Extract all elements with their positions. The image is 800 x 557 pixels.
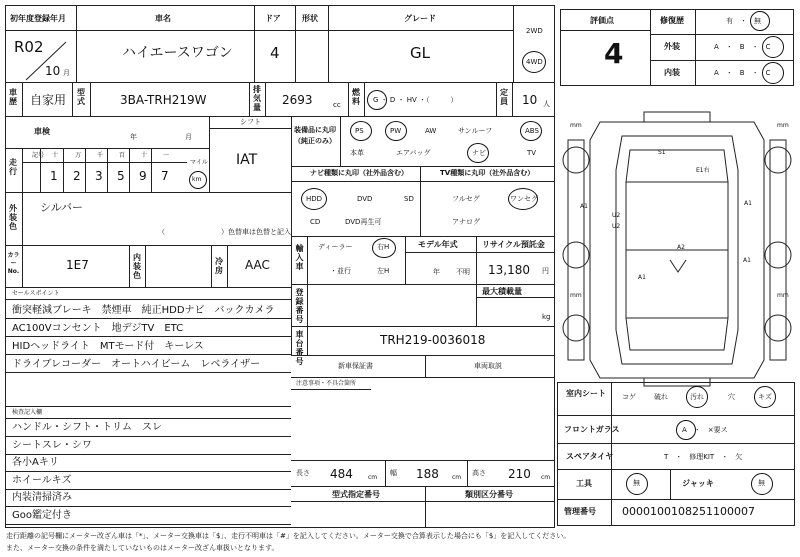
import-hline	[405, 252, 555, 253]
fuel-options: G ・ D ・ HV ・（ ）	[373, 96, 458, 104]
seat-option: キズ	[758, 393, 772, 401]
mileage-unit: 万	[75, 152, 82, 159]
v-chassis	[307, 326, 308, 355]
door-label: ドア	[265, 14, 281, 23]
diag-mark-7: A1	[638, 274, 646, 281]
sales-point-line: ドライブレコーダー オートハイビーム レベライザー	[12, 359, 261, 370]
mgmt-label: 管理番号	[564, 507, 596, 516]
shift-line	[209, 128, 291, 129]
width-unit: cm	[452, 474, 462, 481]
sales-line-divider	[5, 336, 291, 337]
chassis-value: TRH219-0036018	[380, 333, 486, 347]
manual-label: 車両取説	[474, 362, 502, 370]
v-aircon2	[227, 245, 228, 287]
width-value: 188	[416, 467, 439, 481]
interior-circle	[762, 62, 784, 84]
sales-points-label: セールスポイント	[12, 290, 60, 297]
seat-label-text: 室内シート	[566, 389, 606, 398]
mileage-unit-km: km	[192, 176, 202, 183]
shaken-label: 車検	[34, 127, 50, 136]
v-regplate	[307, 284, 308, 326]
v-r2b	[72, 82, 73, 116]
drive-2wd: 2WD	[526, 27, 543, 35]
model-year-value: 不明	[456, 268, 470, 276]
diag-mark-2: U2	[612, 212, 621, 219]
v-r2i	[512, 82, 513, 116]
rating-h1	[560, 30, 650, 31]
v-name	[254, 5, 255, 82]
v-colorno	[22, 245, 23, 287]
import-label: 輸入車	[295, 244, 304, 271]
mm-label-2: mm	[777, 122, 789, 129]
v-r2h	[496, 82, 497, 116]
drive-4wd: 4WD	[526, 58, 543, 66]
color-no-value: 1E7	[66, 258, 89, 272]
navtv-bottom	[291, 236, 555, 237]
br-h2	[557, 443, 795, 444]
jack-value: 無	[758, 479, 765, 487]
inspection-note-line: 各小Aキリ	[12, 457, 59, 468]
nav-item: HDD	[306, 195, 323, 203]
row2-divider	[5, 116, 555, 117]
color-no-label: カラーNo.	[7, 252, 20, 275]
equipment-item: TV	[527, 149, 537, 157]
insp-line-divider	[5, 454, 291, 455]
max-load-unit: kg	[542, 313, 551, 321]
width-label: 幅	[390, 469, 397, 477]
reg-month-value: 10	[45, 64, 61, 78]
notice-line	[291, 389, 371, 390]
grade-value: GL	[410, 44, 430, 62]
equipment-item: サンルーフ	[458, 127, 493, 135]
insp-line-divider	[5, 506, 291, 507]
v-jack	[670, 469, 671, 499]
mileage-unit: 十	[141, 152, 148, 159]
fuel-label: 燃料	[352, 88, 360, 106]
mileage-digit: 2	[73, 169, 81, 183]
car-name-label: 車名	[155, 14, 171, 23]
br-h1	[557, 415, 795, 416]
mm-label-4: mm	[777, 292, 789, 299]
exterior-color-value: シルバー	[40, 201, 83, 214]
v-modelyear	[476, 236, 477, 284]
import-bottom	[291, 284, 555, 285]
insp-line-divider	[5, 436, 291, 437]
shaken-month-unit: 月	[185, 133, 192, 141]
mileage-digit: 1	[50, 169, 58, 183]
model-label: 型式	[77, 88, 85, 106]
max-load-label: 最大積載量	[482, 287, 522, 296]
inspection-note-line: 内装清掃済み	[12, 492, 72, 503]
v-steer	[405, 236, 406, 284]
mileage-label: 走行	[9, 158, 17, 176]
windshield-label: フロントガラス	[564, 425, 620, 434]
length-value: 484	[330, 467, 353, 481]
v-equip-lbl	[340, 116, 341, 166]
length-label: 長さ	[296, 469, 310, 477]
recycle-unit: 円	[542, 267, 549, 275]
tools-label: 工具	[576, 479, 592, 488]
notice-label: 注意事項・不具合箇所	[296, 380, 357, 387]
height-label: 高さ	[472, 469, 486, 477]
warranty-label: 新車保証書	[338, 362, 373, 370]
aircon-label: 冷房	[215, 257, 223, 275]
reg-plate-label: 登録番号	[295, 288, 304, 324]
mileage-bottom	[5, 192, 291, 193]
diag-mark-5: A1	[580, 203, 588, 210]
tv-item: アナログ	[452, 218, 480, 226]
seat-option: 破れ	[654, 393, 668, 401]
br-h4	[557, 499, 795, 500]
v-shape	[328, 5, 329, 82]
rating-h3	[650, 60, 794, 61]
car-name-value: ハイエースワゴン	[122, 45, 233, 61]
sales-point-line: 衝突軽減ブレーキ 禁煙車 純正HDDナビ バックカメラ	[12, 305, 275, 316]
exterior-label: 外装	[664, 42, 680, 51]
mileage-unit: 一	[163, 152, 170, 159]
length-unit: cm	[368, 474, 378, 481]
v-r2f	[348, 82, 349, 116]
model-year-label: モデル年式	[418, 240, 458, 249]
seat-label	[566, 388, 606, 399]
inspection-notes-label: 検査記入欄	[12, 409, 43, 416]
mileage-unit: 千	[97, 152, 104, 159]
capacity-label: 定員	[500, 88, 508, 106]
dim-top	[291, 460, 555, 461]
capacity-value: 10	[522, 93, 538, 107]
equipment-item: ナビ	[472, 149, 486, 157]
inspection-note-line: ホイールキズ	[12, 474, 72, 486]
dim-bottom	[291, 486, 555, 487]
color-note: （ ）色替車は色替と記入	[158, 228, 291, 236]
sales-line-divider	[5, 354, 291, 355]
inspection-note-line: ハンドル・シフト・トリム スレ	[12, 422, 162, 433]
interior-options: A ・ B ・ C	[714, 69, 771, 77]
v-dim1	[385, 460, 386, 486]
sales-top-line	[5, 299, 291, 300]
v-aircon	[211, 245, 212, 287]
sales-bottom	[5, 372, 291, 373]
v-dim2	[467, 460, 468, 486]
score-value: 4	[604, 37, 624, 70]
inspection-note-line: Goo鑑定付き	[12, 509, 72, 521]
v-typedes	[425, 486, 426, 528]
v-rating1	[650, 9, 651, 86]
category-label: 類別区分番号	[465, 490, 513, 499]
v-maxload	[476, 284, 477, 326]
model-year-unit: 年	[433, 268, 440, 276]
type-designation-label: 型式指定番号	[332, 490, 380, 499]
displacement-label: 排気量	[253, 85, 261, 112]
v-r2e	[265, 82, 266, 116]
row1-header-line	[5, 30, 513, 31]
reg-year-value: R02	[14, 38, 44, 56]
v-import	[307, 236, 308, 284]
dealer-text: ディーラー	[318, 243, 353, 251]
interior-label: 内装	[664, 68, 680, 77]
height-unit: cm	[541, 474, 551, 481]
sales-line-divider	[5, 318, 291, 319]
diag-mark-0: S1	[658, 149, 666, 156]
v-rating2	[695, 9, 696, 86]
v-door	[295, 5, 296, 82]
tv-item: ワンセグ	[510, 195, 538, 203]
grade-label: グレード	[404, 14, 436, 23]
equipment-label-text: 装備品に丸印（純正のみ）	[294, 126, 336, 145]
v-r2c	[90, 82, 91, 116]
v-grade	[513, 5, 514, 82]
mileage-col-divider	[151, 148, 152, 192]
exterior-options: A ・ B ・ C	[714, 43, 771, 51]
nav-item: SD	[404, 195, 414, 203]
repair-label: 修復歴	[660, 16, 684, 25]
mileage-col-divider	[129, 148, 130, 192]
mileage-digit: 3	[95, 169, 103, 183]
sales-point-line: AC100Vコンセント 地デジTV ETC	[12, 323, 184, 334]
usage-label: 車歴	[9, 88, 17, 106]
v-r2a	[22, 82, 23, 116]
nav-item: CD	[310, 218, 321, 226]
nav-item: DVD再生可	[345, 218, 382, 226]
nav-item: DVD	[357, 195, 373, 203]
equipment-item: 本革	[350, 149, 364, 157]
seat-option: コゲ	[622, 393, 636, 401]
shape-label: 形状	[302, 14, 318, 23]
exterior-color-label: 外装色	[9, 204, 17, 231]
mileage-unit: 百	[119, 152, 126, 159]
mileage-col-divider	[85, 148, 86, 192]
mileage-note: 記号	[32, 152, 45, 159]
equipment-label	[294, 125, 338, 147]
shift-value: IAT	[236, 152, 258, 168]
v-color-lbl	[22, 192, 23, 245]
v-year	[76, 5, 77, 82]
equipment-item: エアバッグ	[396, 149, 431, 157]
mm-label-1: mm	[570, 122, 582, 129]
rating-h2	[650, 34, 794, 35]
footer-line2: また、メーター交換の条件を満たしていないものはメーター改ざん車扱いとなります。	[6, 544, 279, 552]
aircon-value: AAC	[245, 258, 270, 272]
recycle-label: リサイクル預託金	[482, 240, 545, 249]
equipment-item: PS	[355, 127, 364, 135]
steer-left: 左H	[377, 267, 390, 275]
score-label: 評価点	[590, 16, 614, 25]
insp-top	[5, 406, 291, 407]
recycle-value: 13,180	[488, 263, 530, 277]
capacity-unit: 人	[543, 100, 550, 108]
steer-right: 右H	[377, 243, 390, 251]
reg-year-label: 初年度登録年月	[10, 14, 66, 23]
inspection-note-line: シートスレ・シワ	[12, 439, 92, 451]
spare-options: T ・ 修理KIT ・ 欠	[664, 453, 743, 461]
mileage-digit: 7	[161, 169, 169, 183]
seat-option: 汚れ	[690, 393, 704, 401]
mileage-unit: 十	[52, 152, 59, 159]
doors-value: 4	[270, 44, 280, 62]
v-warranty	[425, 355, 426, 377]
windshield-options: A ・ ×要ス	[682, 426, 728, 434]
diag-mark-8: A1	[743, 257, 751, 264]
exterior-circle	[762, 36, 784, 58]
shift-label: シフト	[240, 118, 261, 126]
insp-line-divider	[5, 489, 291, 490]
chassis-bottom	[291, 355, 555, 356]
repair-circle	[750, 11, 770, 31]
equipment-item: PW	[390, 127, 402, 135]
warranty-bottom	[291, 377, 555, 378]
diag-mark-4: U2	[612, 223, 621, 230]
v-r2g	[364, 82, 365, 116]
mm-label-3: mm	[570, 292, 582, 299]
diag-mark-3: A1	[744, 200, 752, 207]
height-value: 210	[508, 467, 531, 481]
mileage-col-divider	[107, 148, 108, 192]
parallel-text: ・並行	[330, 267, 351, 275]
colorno-bottom	[5, 287, 291, 288]
mileage-digit: 9	[139, 169, 147, 183]
v-int-color2	[145, 245, 146, 287]
mileage-unit-mile: マイル	[190, 159, 208, 166]
tv-item: フルセグ	[452, 195, 480, 203]
mgmt-no: 0000100108251100007	[622, 505, 755, 518]
tv-label: TV種類に丸印（社外品含む）	[440, 169, 535, 177]
insp-header-line	[5, 418, 291, 419]
row1-divider	[5, 82, 555, 83]
seat-option: 穴	[728, 393, 735, 401]
mileage-unit-line	[22, 162, 187, 163]
chassis-top	[291, 326, 555, 327]
diag-mark-1: E1右	[696, 167, 710, 174]
tools-value: 無	[633, 479, 640, 487]
diag-mark-6: A2	[677, 244, 685, 251]
v-r2d	[249, 82, 250, 116]
repair-options: 有 ・ 無	[726, 17, 761, 25]
jack-label: ジャッキ	[682, 479, 714, 488]
mileage-digit: 5	[117, 169, 125, 183]
spare-label: スペアタイヤ	[566, 452, 614, 461]
equipment-item: ABS	[525, 127, 539, 135]
insp-line-divider	[5, 471, 291, 472]
color-bottom	[5, 245, 291, 246]
displacement-unit: cc	[333, 101, 341, 109]
equipment-item: AW	[425, 127, 437, 135]
nav-label: ナビ種類に丸印（社外品含む）	[310, 169, 408, 177]
v-navtv	[420, 166, 421, 236]
navtv-header	[291, 181, 555, 182]
br-h3	[557, 469, 795, 470]
insp-line-divider	[5, 524, 291, 525]
maxload-line	[476, 297, 555, 298]
model-value: 3BA-TRH219W	[120, 93, 207, 107]
v-int-color	[129, 245, 130, 287]
usage-value: 自家用	[30, 93, 67, 107]
chassis-label: 車台番号	[295, 330, 304, 366]
shaken-year-unit: 年	[130, 133, 137, 141]
sales-point-line: HIDヘッドライト MTモード付 キーレス	[12, 341, 204, 352]
v-mileage-lbl	[22, 148, 23, 192]
mileage-col-divider	[63, 148, 64, 192]
reg-month-unit: 月	[63, 69, 70, 77]
footer-line1: 走行距離の記号欄にメーター改ざん車は「*」、メーター交換車は「$」、走行不明車は「#」を記入してください。メーター交換で合算表示した場合にも「$」を記入してください。	[6, 532, 571, 540]
displacement-value: 2693	[282, 93, 313, 107]
mileage-col-divider	[40, 148, 41, 192]
typedes-line	[291, 501, 555, 502]
equip-bottom	[291, 166, 555, 167]
interior-color-label: 内装色	[133, 253, 141, 280]
